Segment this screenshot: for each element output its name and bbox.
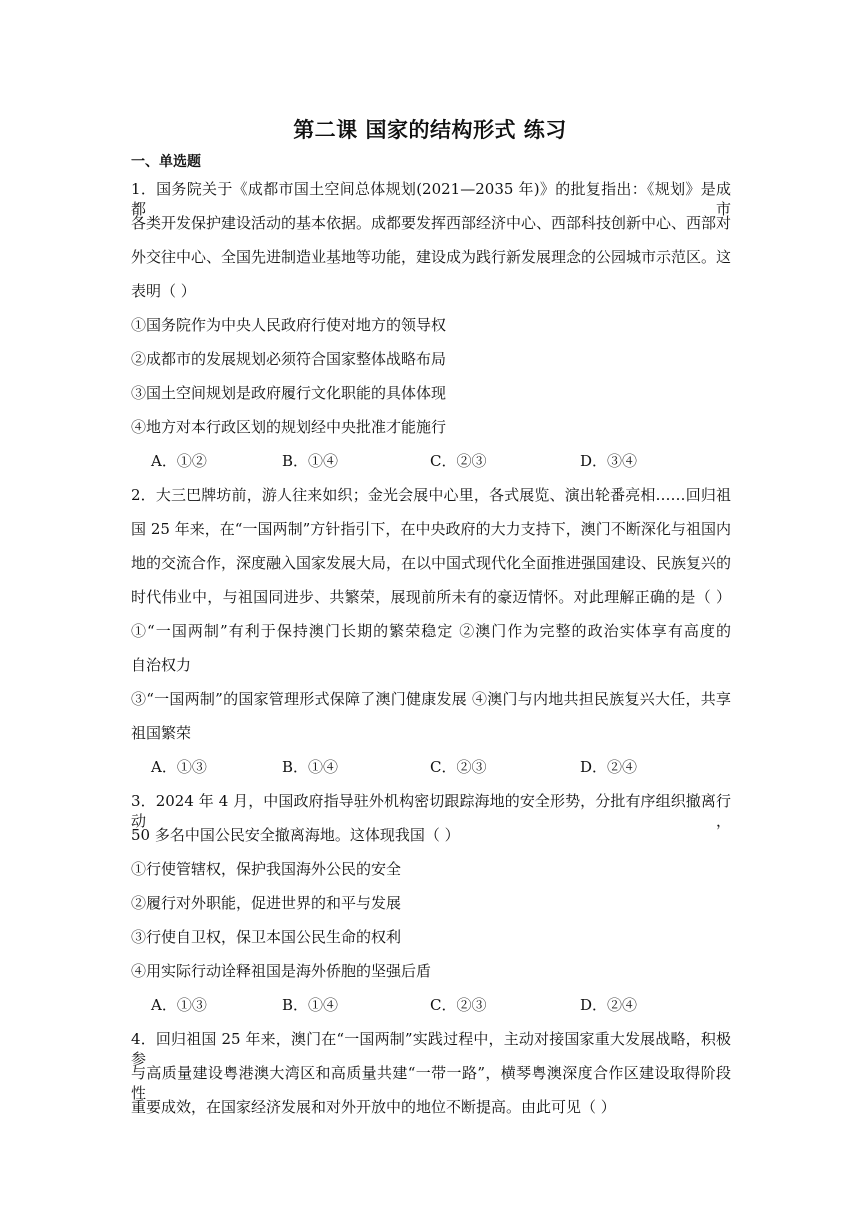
question-stem-line: 表明（ ）	[131, 282, 196, 300]
option-a[interactable]: A．①③	[151, 758, 207, 776]
option-b[interactable]: B．①④	[282, 758, 339, 776]
option-b[interactable]: B．①④	[282, 996, 339, 1014]
question-stem-line: 1．国务院关于《成都市国土空间总体规划(2021—2035 年)》的批复指出：《规划》是成都市	[131, 180, 731, 218]
section-heading: 一、单选题	[131, 154, 201, 170]
question-stem-line: 各类开发保护建设活动的基本依据。成都要发挥西部经济中心、西部科技创新中心、西部对	[131, 214, 732, 232]
statement-item: ③“一国两制”的国家管理形式保障了澳门健康发展 ④澳门与内地共担民族复兴大任，共享	[131, 690, 731, 708]
question-stem-line: 3．2024 年 4 月，中国政府指导驻外机构密切跟踪海地的安全形势，分批有序组织撤离行动，	[131, 792, 731, 830]
option-d[interactable]: D．②④	[580, 758, 638, 776]
statement-item: ②履行对外职能，促进世界的和平与发展	[131, 894, 402, 912]
question-stem-line: 50 多名中国公民安全撤离海地。这体现我国（ ）	[131, 826, 460, 844]
question-stem-line: 外交往中心、全国先进制造业基地等功能，建设成为践行新发展理念的公园城市示范区。这	[131, 248, 732, 266]
page-title: 第二课 国家的结构形式 练习	[293, 118, 567, 142]
question-stem-line: 地的交流合作，深度融入国家发展大局，在以中国式现代化全面推进强国建设、民族复兴的	[131, 554, 732, 572]
option-d[interactable]: D．②④	[580, 996, 638, 1014]
statement-item: ③行使自卫权，保卫本国公民生命的权利	[131, 928, 402, 946]
statement-item: ①“一国两制”有利于保持澳门长期的繁荣稳定 ②澳门作为完整的政治实体享有高度的	[131, 622, 731, 640]
statement-item: ④用实际行动诠释祖国是海外侨胞的坚强后盾	[131, 962, 432, 980]
statement-item: ①国务院作为中央人民政府行使对地方的领导权	[131, 316, 447, 334]
question-stem-line: 与高质量建设粤港澳大湾区和高质量共建“一带一路”，横琴粤澳深度合作区建设取得阶段性	[131, 1064, 731, 1102]
option-d[interactable]: D．③④	[580, 452, 638, 470]
option-a[interactable]: A．①②	[151, 452, 207, 470]
option-c[interactable]: C．②③	[430, 452, 487, 470]
option-c[interactable]: C．②③	[430, 758, 487, 776]
statement-item: 祖国繁荣	[131, 724, 192, 742]
statement-item: ②成都市的发展规划必须符合国家整体战略布局	[131, 350, 447, 368]
statement-item: ①行使管辖权，保护我国海外公民的安全	[131, 860, 402, 878]
option-b[interactable]: B．①④	[282, 452, 339, 470]
question-stem-line: 国 25 年来，在“一国两制”方针指引下，在中央政府的大力支持下，澳门不断深化与祖国内	[131, 520, 731, 538]
statement-item: 自治权力	[131, 656, 192, 674]
option-a[interactable]: A．①③	[151, 996, 207, 1014]
question-stem-line: 2．大三巴牌坊前，游人往来如织；金光会展中心里，各式展览、演出轮番亮相……回归祖	[131, 486, 731, 504]
statement-item: ③国土空间规划是政府履行文化职能的具体体现	[131, 384, 447, 402]
question-stem-line: 时代伟业中，与祖国同进步、共繁荣，展现前所未有的豪迈情怀。对此理解正确的是（ ）	[131, 588, 731, 606]
option-c[interactable]: C．②③	[430, 996, 487, 1014]
question-stem-line: 4．回归祖国 25 年来，澳门在“一国两制”实践过程中，主动对接国家重大发展战略，积极参	[131, 1030, 731, 1068]
question-stem-line: 重要成效，在国家经济发展和对外开放中的地位不断提高。由此可见（ ）	[131, 1098, 616, 1116]
statement-item: ④地方对本行政区划的规划经中央批准才能施行	[131, 418, 447, 436]
